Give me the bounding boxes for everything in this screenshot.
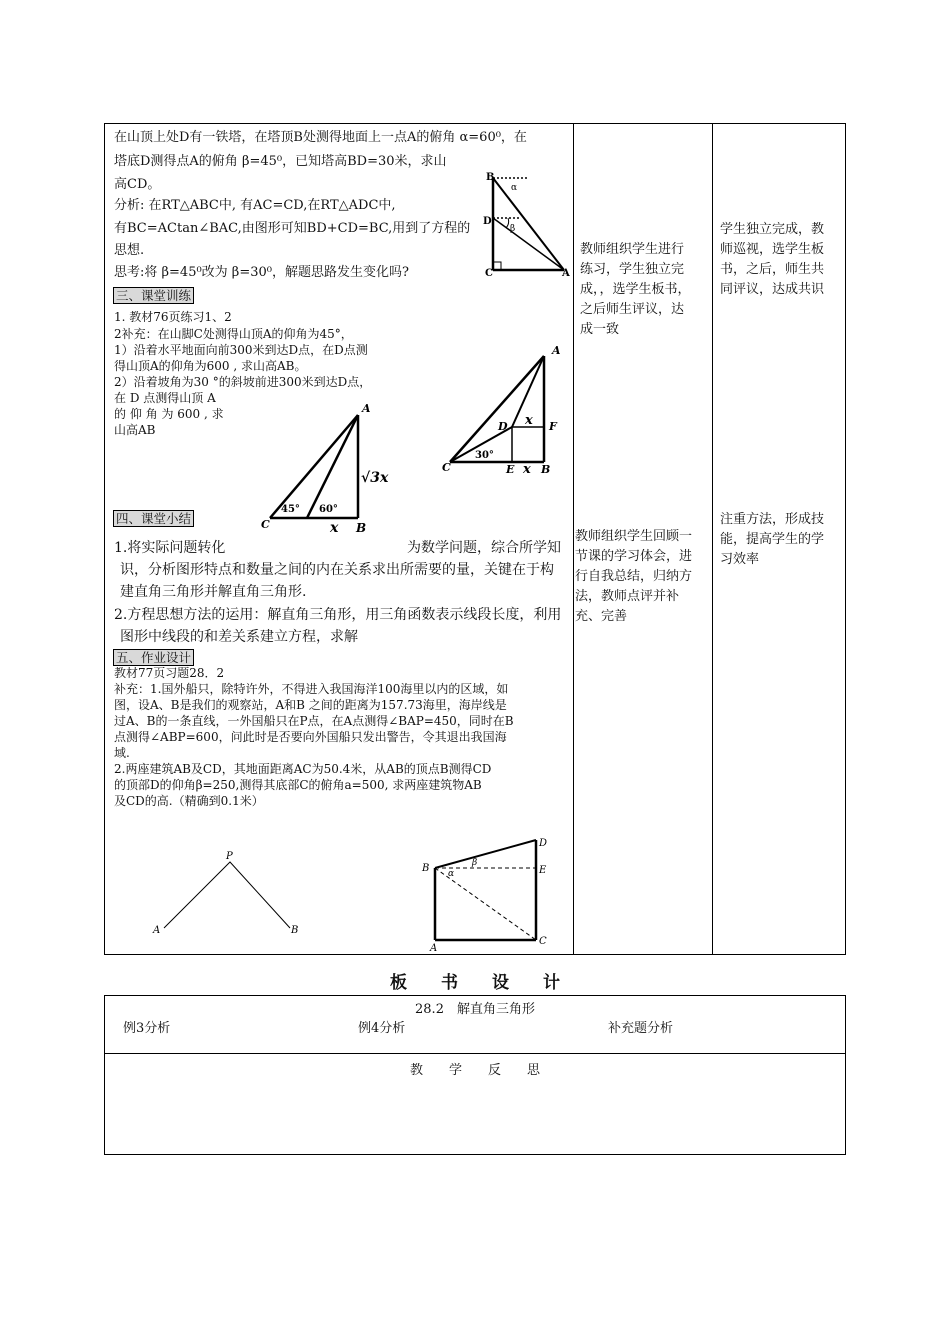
summary-text: 识，分析图形特点和数量之间的内在关系求出所需要的量，关键在于构 bbox=[120, 562, 554, 578]
label-e: E bbox=[506, 463, 515, 476]
label-b: B bbox=[291, 925, 299, 936]
label-beta: β bbox=[510, 224, 516, 234]
angle-arc bbox=[506, 218, 509, 228]
example-text: 在山顶上处D有一铁塔，在塔顶B处测得地面上一点A的俯角 α=60⁰，在 bbox=[114, 130, 527, 145]
section-heading: 三、课堂训练 bbox=[113, 287, 194, 304]
label-alpha: α bbox=[511, 183, 518, 193]
homework-text: 图，设A、B是我们的观察站，A和B 之间的距离为157.73海里，海岸线是 bbox=[114, 698, 507, 712]
section-heading: 四、课堂小结 bbox=[113, 510, 194, 527]
row-divider bbox=[105, 1053, 845, 1054]
fig-line bbox=[493, 178, 564, 270]
label-beta: β bbox=[472, 858, 478, 868]
tower-figure bbox=[478, 168, 578, 280]
summary-text: 2.方程思想方法的运用：解直角三角形，用三角函数表示线段长度，利用 bbox=[114, 607, 562, 623]
label-e: E bbox=[539, 865, 547, 876]
board-col: 例4分析 bbox=[358, 1021, 406, 1036]
elevation-figure bbox=[255, 400, 400, 535]
label-angle-45: 45° bbox=[281, 504, 300, 515]
exercise-text: 的 仰 角 为 600 , 求 bbox=[114, 407, 224, 421]
label-b: B bbox=[541, 463, 551, 476]
exercise-text: 2）沿着坡角为30 °的斜坡前进300米到达D点， bbox=[114, 375, 372, 389]
col-text: 行自我总结，归纳方 bbox=[575, 569, 693, 584]
homework-text: 教材77页习题28．2 bbox=[114, 666, 225, 680]
label-x: x bbox=[525, 413, 533, 428]
col-text: 之后师生评议，达 bbox=[580, 302, 685, 317]
label-a: A bbox=[430, 943, 438, 952]
summary-text: 建直角三角形并解直角三角形. bbox=[120, 584, 307, 600]
label-alpha: α bbox=[448, 869, 455, 879]
col-text: 能，提高学生的学 bbox=[720, 532, 825, 547]
summary-text: 图形中线段的和差关系建立方程，求解 bbox=[120, 629, 358, 645]
col-text: 注重方法，形成技 bbox=[720, 512, 825, 527]
label-d: D bbox=[539, 838, 548, 849]
section-heading: 五、作业设计 bbox=[113, 649, 194, 666]
label-b: B bbox=[486, 172, 495, 183]
reflection-title: 教 学 反 思 bbox=[409, 1063, 540, 1078]
col-text: 学生独立完成，教 bbox=[720, 222, 825, 237]
teacher-activity bbox=[580, 240, 705, 340]
label-angle-60: 60° bbox=[319, 504, 338, 515]
fig-line bbox=[435, 840, 536, 868]
col-text: 教师组织学生进行 bbox=[580, 242, 685, 257]
label-x: x bbox=[523, 462, 531, 477]
col-text: 同评议，达成共识 bbox=[720, 282, 825, 297]
col-text: 成一致 bbox=[580, 322, 620, 337]
label-a: A bbox=[552, 344, 561, 357]
homework-text: 补充：1.国外船只，除特许外，不得进入我国海洋100海里以内的区域，如 bbox=[114, 682, 509, 696]
col-text: 师巡视，选学生板 bbox=[720, 242, 825, 257]
teacher-activity bbox=[575, 527, 707, 627]
buildings-figure bbox=[418, 832, 563, 952]
exercise-text: 山高AB bbox=[114, 423, 156, 437]
board-col: 例3分析 bbox=[123, 1021, 171, 1036]
col-text: 法，教师点评并补 bbox=[575, 589, 680, 604]
homework-text: 2.两座建筑AB及CD，其地面距离AC为50.4米，从AB的顶点B测得CD bbox=[114, 762, 492, 776]
col-text: 书，之后，师生共 bbox=[720, 262, 825, 277]
fig-line bbox=[493, 218, 564, 270]
col-text: 习效率 bbox=[720, 552, 760, 567]
think-text: 思考:将 β=45⁰改为 β=30⁰，解题思路发生变化吗? bbox=[114, 265, 409, 280]
label-d: D bbox=[483, 216, 492, 227]
ship-figure bbox=[148, 848, 306, 938]
column-divider bbox=[712, 124, 713, 954]
homework-text: 过A、B的一条直线，一外国船只在P点，在A点测得∠BAP=450，同时在B bbox=[114, 714, 514, 728]
design-intent bbox=[720, 220, 845, 300]
board-topic: 28.2 解直角三角形 bbox=[415, 1002, 535, 1017]
board-title: 板 书 设 计 bbox=[390, 973, 560, 993]
label-c: C bbox=[485, 268, 493, 279]
analysis-text: 有BC=ACtan∠BAC,由图形可知BD+CD=BC,用到了方程的 bbox=[114, 221, 471, 236]
homework-text: 及CD的高.（精确到0.1米） bbox=[114, 794, 264, 808]
label-p: P bbox=[226, 851, 233, 862]
exercise-text: 1）沿着水平地面向前300米到达D点，在D点测 bbox=[114, 343, 368, 357]
exercise-text: 得山顶A的仰角为600 , 求山高AB。 bbox=[114, 359, 307, 373]
label-angle: 30° bbox=[475, 450, 494, 461]
col-text: 成，，选学生板书， bbox=[580, 282, 691, 297]
slope-figure bbox=[440, 342, 565, 477]
exercise-text: 1. 教材76页练习1、2 bbox=[114, 310, 232, 324]
label-b: B bbox=[356, 521, 367, 535]
label-a: A bbox=[562, 268, 570, 279]
summary-text: 1.将实际问题转化 bbox=[114, 540, 226, 556]
exercise-text: 在 D 点测得山顶 A bbox=[114, 391, 216, 405]
example-text: 塔底D测得点A的俯角 β=45⁰，已知塔高BD=30米，求山 bbox=[114, 154, 447, 169]
label-x: x bbox=[330, 520, 339, 535]
exercise-text: 2补充：在山脚C处测得山顶A的仰角为45°， bbox=[114, 327, 353, 341]
homework-text: 点测得∠ABP=600，问此时是否要向外国船只发出警告，令其退出我国海 bbox=[114, 730, 507, 744]
col-text: 充、完善 bbox=[575, 609, 628, 624]
label-b: B bbox=[422, 863, 430, 874]
analysis-text: 分析: 在RT△ABC中, 有AC=CD,在RT△ADC中, bbox=[114, 198, 396, 213]
label-height: √3x bbox=[361, 470, 389, 486]
example-text: 高CD。 bbox=[114, 177, 161, 192]
label-c: C bbox=[539, 936, 547, 947]
summary-text: 为数学问题，综合所学知 bbox=[407, 540, 561, 556]
board-col: 补充题分析 bbox=[608, 1021, 674, 1036]
design-intent bbox=[720, 510, 845, 570]
fig-line bbox=[164, 862, 290, 928]
label-c: C bbox=[261, 518, 270, 531]
col-text: 练习，学生独立完 bbox=[580, 262, 685, 277]
label-d: D bbox=[498, 420, 508, 433]
col-text: 节课的学习体会，进 bbox=[575, 549, 693, 564]
col-text: 教师组织学生回顾一 bbox=[575, 529, 693, 544]
homework-text: 的顶部D的仰角β=250,测得其底部C的俯角a=500, 求两座建筑物AB bbox=[114, 778, 482, 792]
label-a: A bbox=[153, 925, 161, 936]
label-f: F bbox=[549, 420, 557, 433]
homework-text: 域. bbox=[114, 746, 130, 760]
label-c: C bbox=[442, 461, 451, 474]
label-a: A bbox=[362, 402, 371, 415]
analysis-text: 思想. bbox=[114, 243, 145, 258]
fig-line bbox=[450, 356, 544, 462]
